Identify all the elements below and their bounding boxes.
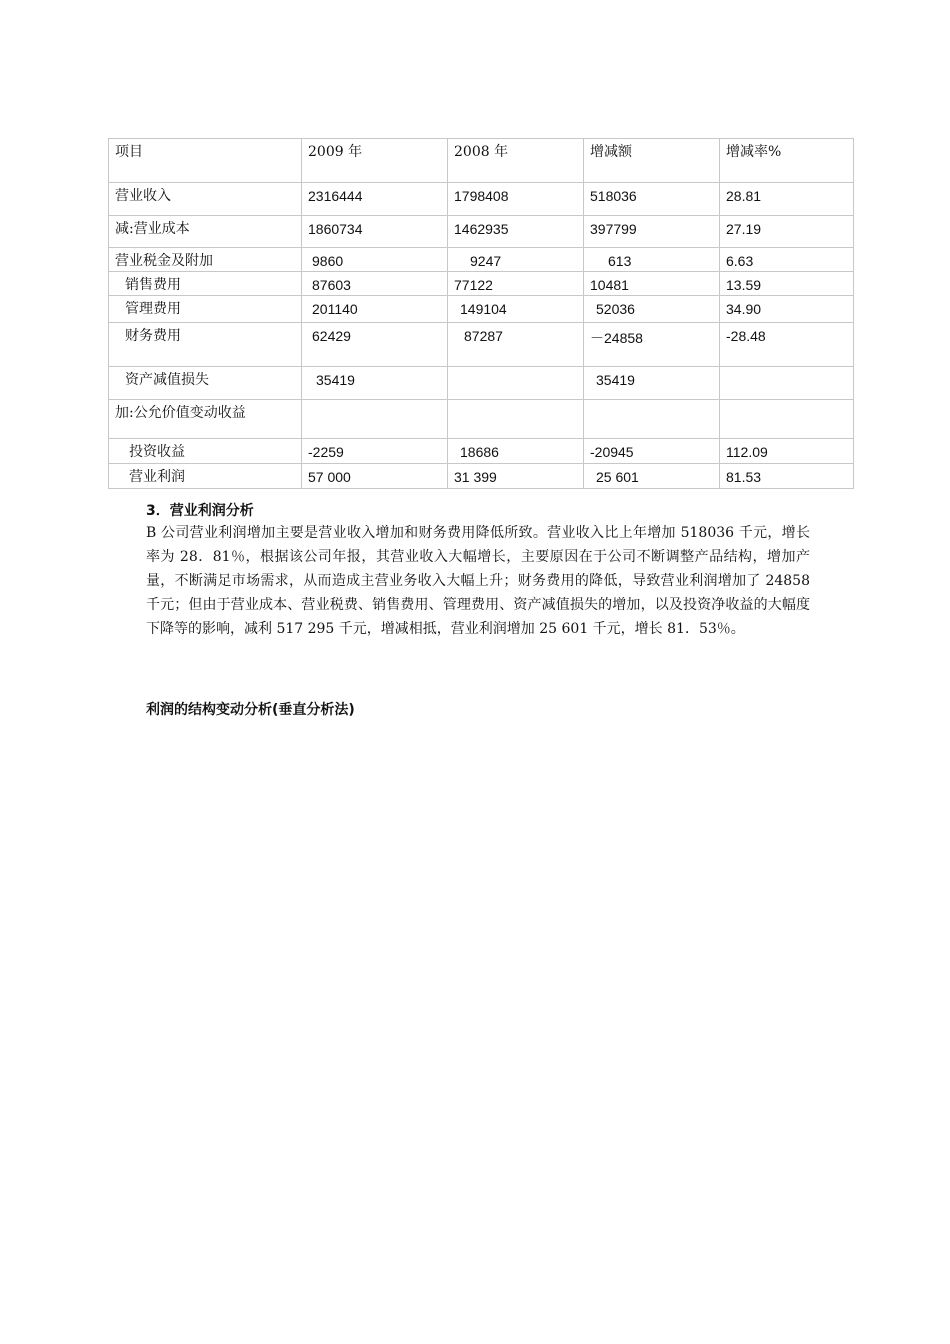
table-row [109, 296, 854, 323]
cell-rate [720, 400, 854, 439]
cell-2008 [448, 367, 584, 400]
cell-change: 25 601 [584, 464, 720, 489]
cell-change: 52036 [584, 296, 720, 323]
section-3-heading: 3．营业利润分析 [146, 503, 254, 519]
cell-2008: 18686 [448, 439, 584, 464]
table-row [109, 400, 854, 439]
cell-2008 [448, 400, 584, 439]
row-label: 投资收益 [109, 439, 302, 464]
table-row [109, 323, 854, 367]
cell-change: 10481 [584, 272, 720, 296]
cell-change: 397799 [584, 216, 720, 248]
cell-rate: 28.81 [720, 183, 854, 216]
header-cell-2008: 2008 年 [448, 139, 584, 183]
table-row [109, 439, 854, 464]
cell-change: 613 [584, 248, 720, 272]
cell-change [584, 400, 720, 439]
cell-change: -20945 [584, 439, 720, 464]
row-label: 财务费用 [109, 323, 302, 367]
cell-2008: 31 399 [448, 464, 584, 489]
cell-rate: -28.48 [720, 323, 854, 367]
table-row [109, 367, 854, 400]
cell-2009: 2316444 [302, 183, 448, 216]
cell-2008: 9247 [448, 248, 584, 272]
header-cell-rate: 增减率% [720, 139, 854, 183]
cell-change: 518036 [584, 183, 720, 216]
row-label: 营业税金及附加 [109, 248, 302, 272]
cell-2009: 9860 [302, 248, 448, 272]
cell-rate: 27.19 [720, 216, 854, 248]
header-cell-change: 增减额 [584, 139, 720, 183]
row-label: 管理费用 [109, 296, 302, 323]
cell-2008: 1798408 [448, 183, 584, 216]
cell-change: 35419 [584, 367, 720, 400]
cell-2009: 35419 [302, 367, 448, 400]
profit-comparison-table [108, 138, 854, 489]
row-label: 资产减值损失 [109, 367, 302, 400]
cell-rate: 13.59 [720, 272, 854, 296]
row-label: 营业利润 [109, 464, 302, 489]
table-row [109, 183, 854, 216]
table-row [109, 272, 854, 296]
row-label: 营业收入 [109, 183, 302, 216]
cell-change: －24858 [584, 323, 720, 367]
section-3-paragraph: B 公司营业利润增加主要是营业收入增加和财务费用降低所致。营业收入比上年增加 518036 千元，增长率为 28．81％，根据该公司年报，其营业收入大幅增长，主要原因在于公司不断调整产品结构，增加产量，不断满足市场需求，从而造成主营业务收入大幅上升；财务费用的降低，导致营业利润增加了 24858 千元；但由于营业成本、营业税费、销售费用、管理费用、资产减值损失的增加，以及投资净收益的大幅度下降等的影响，减利 517 295 千元，增减相抵，营业利润增加 25 601 千元，增长 81．53％。 [146, 525, 810, 637]
cell-2009 [302, 400, 448, 439]
cell-2008: 149104 [448, 296, 584, 323]
cell-rate [720, 367, 854, 400]
cell-2009: 87603 [302, 272, 448, 296]
cell-2008: 77122 [448, 272, 584, 296]
cell-2009: -2259 [302, 439, 448, 464]
table-row [109, 248, 854, 272]
cell-2009: 57 000 [302, 464, 448, 489]
cell-2009: 62429 [302, 323, 448, 367]
cell-2009: 1860734 [302, 216, 448, 248]
cell-rate: 81.53 [720, 464, 854, 489]
table-header-row [109, 139, 854, 183]
cell-2009: 201140 [302, 296, 448, 323]
row-label: 减:营业成本 [109, 216, 302, 248]
cell-rate: 112.09 [720, 439, 854, 464]
row-label: 销售费用 [109, 272, 302, 296]
cell-rate: 34.90 [720, 296, 854, 323]
header-cell-item: 项目 [109, 139, 302, 183]
cell-2008: 1462935 [448, 216, 584, 248]
cell-rate: 6.63 [720, 248, 854, 272]
table-row [109, 216, 854, 248]
row-label: 加:公允价值变动收益 [109, 400, 302, 439]
table-row [109, 464, 854, 489]
cell-2008: 87287 [448, 323, 584, 367]
section-4-heading: 利润的结构变动分析(垂直分析法) [146, 702, 355, 718]
table-body [109, 139, 854, 489]
header-cell-2009: 2009 年 [302, 139, 448, 183]
